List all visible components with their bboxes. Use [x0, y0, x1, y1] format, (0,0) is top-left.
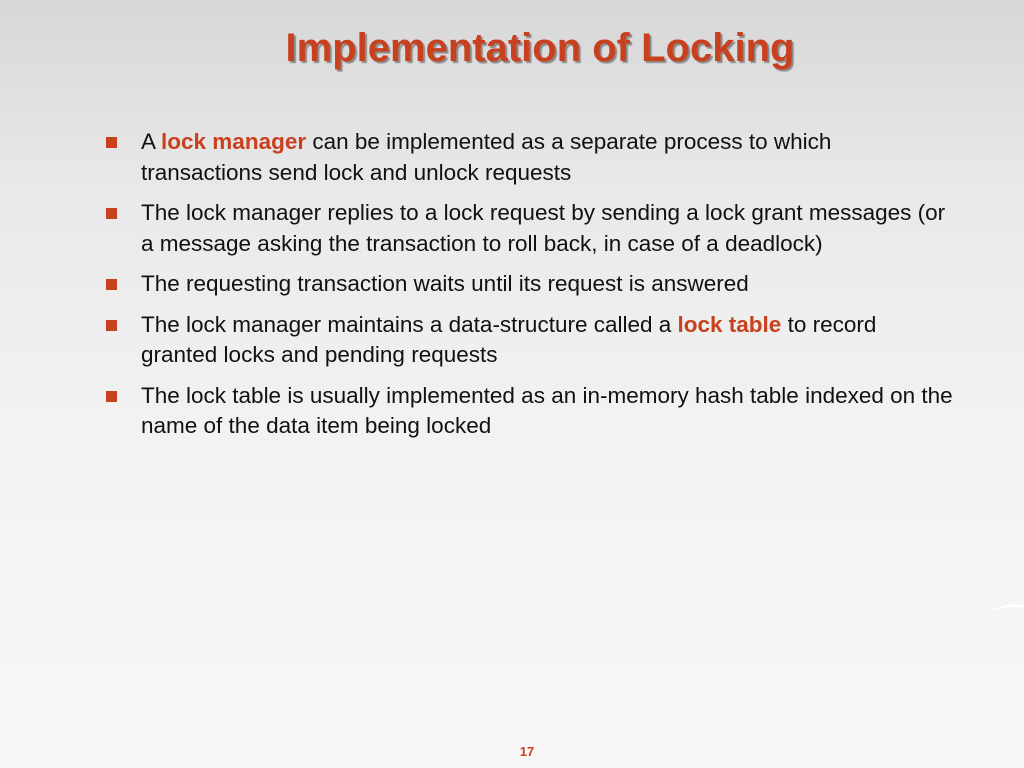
highlighted-term: lock manager [161, 129, 307, 154]
bullet-item [104, 310, 954, 371]
bullet-text-segment: The lock manager maintains a data-structure called a [141, 311, 678, 337]
highlighted-term: lock table [677, 311, 782, 337]
decorative-swoosh-icon [988, 596, 1024, 626]
slide-title: Implementation of Locking [285, 26, 795, 70]
bullet-text-segment: A [141, 129, 162, 154]
bullet-item [104, 269, 954, 300]
bullet-text-segment: The lock manager replies to a lock request by sending a lock grant messages (or a message asking the transaction to roll back, in case of a deadlock) [141, 200, 946, 256]
bullet-text-segment: The lock table is usually implemented as an in-memory hash table indexed on the name of the data item being locked [141, 382, 953, 438]
bullet-list [104, 127, 954, 452]
bullet-text-segment: to record granted locks and pending requests [141, 311, 877, 367]
square-bullet-icon [106, 137, 117, 148]
square-bullet-icon [106, 320, 117, 331]
square-bullet-icon [106, 208, 117, 219]
square-bullet-icon [106, 391, 117, 402]
bullet-item [104, 381, 954, 442]
page-number: 17 [519, 744, 535, 759]
square-bullet-icon [106, 279, 117, 290]
bullet-text-segment: can be implemented as a separate process to which transactions send lock and unlock requests [141, 129, 832, 185]
bullet-text-segment: The requesting transaction waits until its request is answered [141, 271, 749, 296]
bullet-item [104, 127, 954, 188]
bullet-item [104, 198, 954, 259]
